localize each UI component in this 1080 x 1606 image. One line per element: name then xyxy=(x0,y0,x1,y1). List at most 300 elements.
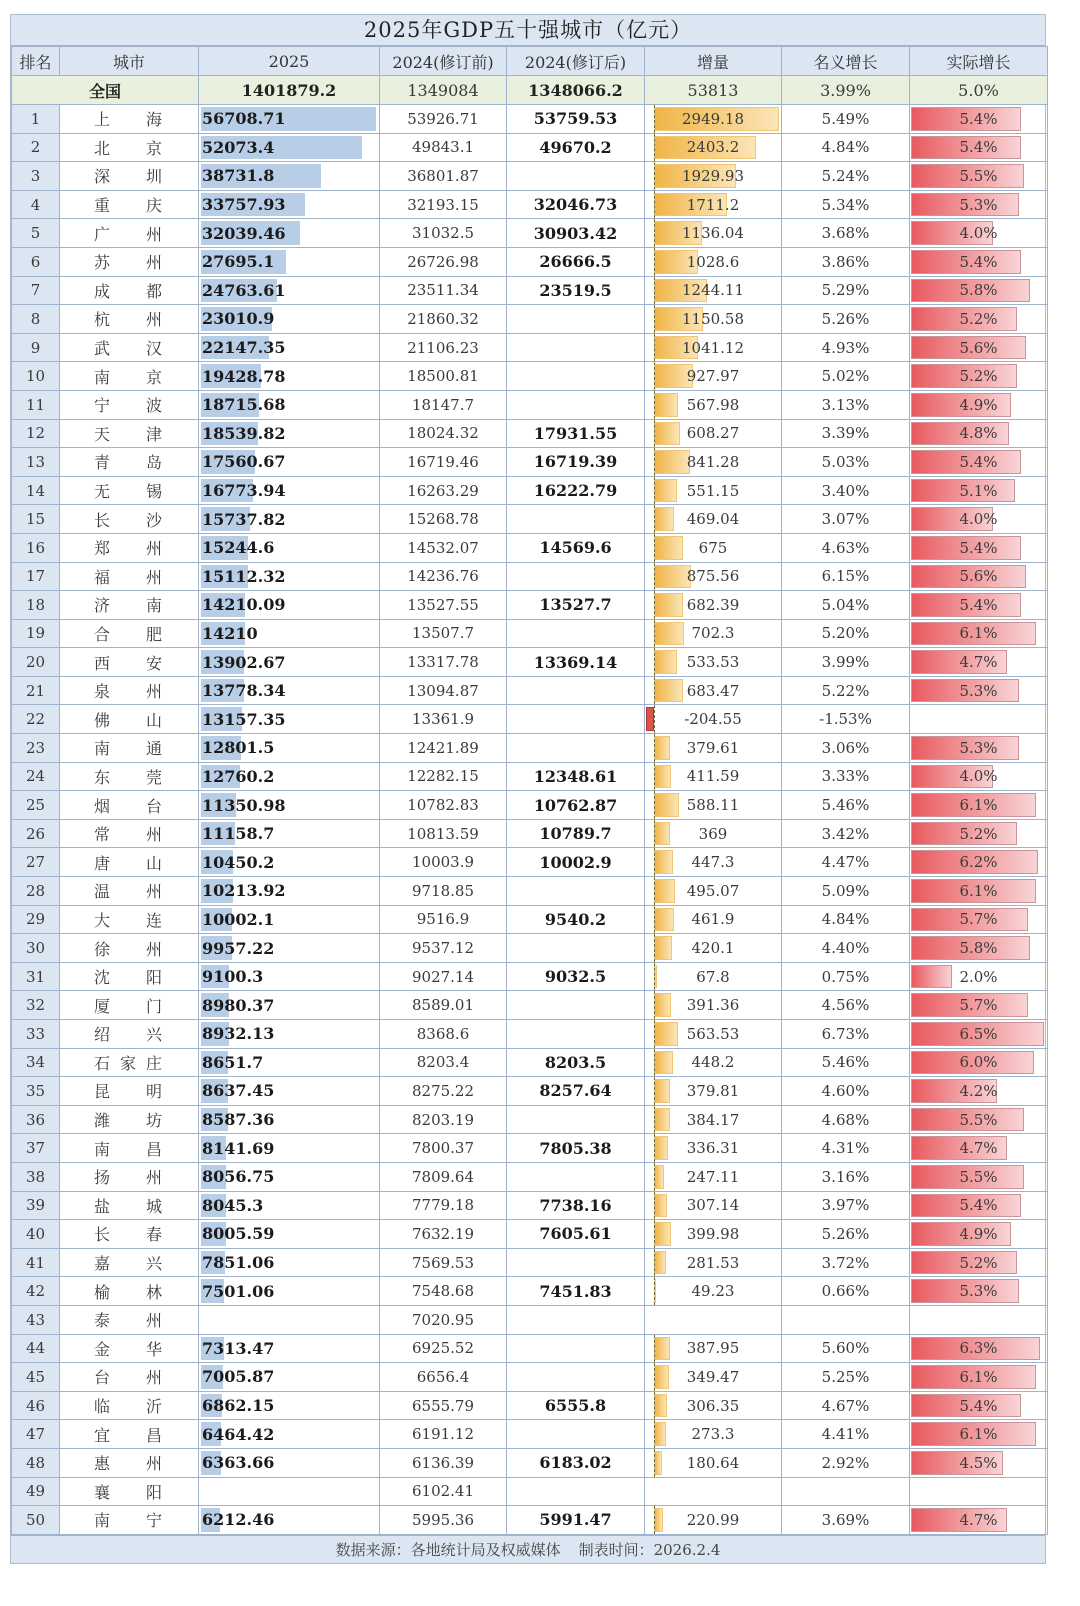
nominal-growth-cell: -1.53% xyxy=(782,705,910,734)
delta-databar xyxy=(654,1451,662,1475)
delta-value: 702.3 xyxy=(691,624,735,643)
real-growth-cell xyxy=(910,133,1048,162)
real-growth-value: 5.8% xyxy=(959,281,998,300)
table-row xyxy=(12,190,1048,219)
nominal-growth-cell: 4.56% xyxy=(782,991,910,1020)
delta-databar xyxy=(646,707,654,731)
table-row xyxy=(12,505,1048,534)
city-char: 泰 xyxy=(94,1311,111,1331)
delta-cell xyxy=(645,448,782,477)
city-cell xyxy=(60,591,199,620)
delta-value: 399.98 xyxy=(686,1224,740,1243)
rank-cell: 31 xyxy=(12,962,60,991)
city-cell xyxy=(60,1191,199,1220)
real-growth-value: 4.7% xyxy=(959,653,998,672)
real-growth-cell xyxy=(910,1134,1048,1163)
real-growth-cell xyxy=(910,247,1048,276)
delta-cell xyxy=(645,1363,782,1392)
nominal-growth-cell: 3.39% xyxy=(782,419,910,448)
gdp2025-value: 33757.93 xyxy=(202,195,286,215)
gdp2024-pre-cell: 6925.52 xyxy=(380,1334,507,1363)
city-cell xyxy=(60,848,199,877)
gdp2025-value: 8045.3 xyxy=(202,1195,264,1215)
real-growth-cell xyxy=(910,962,1048,991)
gdp2025-cell xyxy=(199,791,380,820)
real-growth-cell xyxy=(910,1448,1048,1477)
gdp2024-pre-cell: 26726.98 xyxy=(380,247,507,276)
gdp2024-post-cell xyxy=(507,1334,645,1363)
nominal-growth-cell: 4.67% xyxy=(782,1391,910,1420)
gdp2025-value: 56708.71 xyxy=(202,109,286,129)
gdp2025-cell xyxy=(199,390,380,419)
gdp2024-post-cell: 8257.64 xyxy=(507,1077,645,1106)
nominal-growth-cell: 3.40% xyxy=(782,476,910,505)
city-cell xyxy=(60,1020,199,1049)
delta-databar xyxy=(654,1108,670,1132)
real-growth-cell xyxy=(910,105,1048,134)
gdp2025-cell xyxy=(199,848,380,877)
gdp2024-pre-cell: 36801.87 xyxy=(380,162,507,191)
city-cell xyxy=(60,247,199,276)
table-row xyxy=(12,1020,1048,1049)
delta-cell xyxy=(645,1162,782,1191)
delta-axis xyxy=(654,505,655,533)
col-header-real: 实际增长 xyxy=(910,47,1048,76)
real-growth-cell xyxy=(910,1334,1048,1363)
gdp2025-value: 7313.47 xyxy=(202,1338,275,1358)
city-char: 沈 xyxy=(94,968,111,988)
city-char: 无 xyxy=(94,482,111,502)
city-char: 济 xyxy=(94,596,111,616)
table-row xyxy=(12,648,1048,677)
col-header-2024-pre: 2024(修订前) xyxy=(380,47,507,76)
real-growth-cell xyxy=(910,619,1048,648)
real-growth-value: 6.5% xyxy=(959,1024,998,1043)
gdp2025-cell xyxy=(199,991,380,1020)
gdp2024-pre-cell: 7779.18 xyxy=(380,1191,507,1220)
real-growth-cell xyxy=(910,1391,1048,1420)
nominal-growth-cell: 3.69% xyxy=(782,1506,910,1535)
gdp2024-post-cell xyxy=(507,505,645,534)
city-cell xyxy=(60,619,199,648)
delta-axis xyxy=(654,391,655,419)
delta-value: 675 xyxy=(698,538,728,557)
delta-databar xyxy=(654,850,673,874)
table-row xyxy=(12,791,1048,820)
rank-cell: 39 xyxy=(12,1191,60,1220)
city-cell xyxy=(60,333,199,362)
table-row xyxy=(12,133,1048,162)
delta-axis xyxy=(654,1363,655,1391)
gdp2024-post-cell xyxy=(507,1020,645,1049)
delta-cell xyxy=(645,190,782,219)
city-char: 州 xyxy=(145,539,162,559)
delta-axis xyxy=(654,1506,655,1534)
delta-cell xyxy=(645,591,782,620)
nominal-growth-cell: 5.09% xyxy=(782,877,910,906)
city-char: 门 xyxy=(145,996,162,1016)
real-growth-value: 5.4% xyxy=(959,252,998,271)
real-growth-databar xyxy=(911,965,952,989)
real-growth-cell xyxy=(910,419,1048,448)
gdp2025-cell xyxy=(199,676,380,705)
rank-cell: 4 xyxy=(12,190,60,219)
real-growth-cell xyxy=(910,562,1048,591)
gdp2025-cell xyxy=(199,1191,380,1220)
delta-axis xyxy=(654,1106,655,1134)
delta-value: 67.8 xyxy=(696,967,730,986)
delta-value: 379.61 xyxy=(686,738,740,757)
delta-databar xyxy=(654,1165,664,1189)
gdp2025-value: 8932.13 xyxy=(202,1024,275,1044)
city-cell xyxy=(60,533,199,562)
city-char: 东 xyxy=(94,767,111,787)
nominal-growth-cell: 6.73% xyxy=(782,1020,910,1049)
delta-value: 247.11 xyxy=(686,1167,740,1186)
city-char: 唐 xyxy=(94,853,111,873)
delta-axis xyxy=(654,820,655,848)
city-char: 绍 xyxy=(94,1025,111,1045)
city-char: 常 xyxy=(94,825,111,845)
table-row xyxy=(12,1077,1048,1106)
gdp2025-cell xyxy=(199,247,380,276)
gdp2025-value: 10450.2 xyxy=(202,852,275,872)
footer-source: 数据来源：各地统计局及权威媒体 xyxy=(335,1540,561,1559)
gdp2024-pre-cell: 9516.9 xyxy=(380,905,507,934)
nominal-growth-cell: 5.04% xyxy=(782,591,910,620)
city-char: 城 xyxy=(145,1196,162,1216)
delta-value: 273.3 xyxy=(691,1425,735,1444)
nominal-growth-cell: 5.02% xyxy=(782,362,910,391)
real-growth-value: 5.2% xyxy=(959,824,998,843)
gdp2024-pre-cell: 13094.87 xyxy=(380,676,507,705)
delta-databar xyxy=(654,1136,668,1160)
delta-cell xyxy=(645,1391,782,1420)
gdp2024-pre-cell: 8368.6 xyxy=(380,1020,507,1049)
delta-cell xyxy=(645,734,782,763)
gdp2024-post-cell xyxy=(507,1420,645,1449)
nominal-growth-cell: 4.63% xyxy=(782,533,910,562)
delta-cell xyxy=(645,333,782,362)
city-cell xyxy=(60,219,199,248)
table-title: 2025年GDP五十强城市（亿元） xyxy=(11,15,1045,46)
city-char: 坊 xyxy=(145,1111,162,1131)
delta-cell xyxy=(645,1048,782,1077)
city-char: 厦 xyxy=(94,996,111,1016)
city-char: 州 xyxy=(145,882,162,902)
gdp2024-pre-cell: 6555.79 xyxy=(380,1391,507,1420)
gdp2024-pre-cell: 18147.7 xyxy=(380,390,507,419)
gdp2025-cell xyxy=(199,1048,380,1077)
nominal-growth-cell: 5.24% xyxy=(782,162,910,191)
city-char: 山 xyxy=(145,853,162,873)
rank-cell: 46 xyxy=(12,1391,60,1420)
delta-axis xyxy=(654,791,655,819)
gdp2025-value: 32039.46 xyxy=(202,223,286,243)
gdp2024-pre-cell: 9718.85 xyxy=(380,877,507,906)
real-growth-value: 4.7% xyxy=(959,1510,998,1529)
gdp2024-pre-cell: 32193.15 xyxy=(380,190,507,219)
table-row xyxy=(12,1191,1048,1220)
city-char: 烟 xyxy=(94,796,111,816)
gdp2025-cell xyxy=(199,1448,380,1477)
nominal-growth-cell: 4.41% xyxy=(782,1420,910,1449)
real-growth-cell xyxy=(910,533,1048,562)
delta-value: 420.1 xyxy=(691,939,735,958)
gdp2025-cell xyxy=(199,648,380,677)
city-char: 华 xyxy=(145,1339,162,1359)
rank-cell: 14 xyxy=(12,476,60,505)
delta-value: 180.64 xyxy=(686,1453,740,1472)
gdp2024-pre-cell: 53926.71 xyxy=(380,105,507,134)
rank-cell: 32 xyxy=(12,991,60,1020)
rank-cell: 19 xyxy=(12,619,60,648)
delta-databar xyxy=(654,1051,673,1075)
real-growth-value: 4.9% xyxy=(959,395,998,414)
col-header-nominal: 名义增长 xyxy=(782,47,910,76)
real-growth-value: 4.0% xyxy=(959,767,998,786)
rank-cell: 8 xyxy=(12,305,60,334)
delta-cell xyxy=(645,1448,782,1477)
gdp2025-cell xyxy=(199,1220,380,1249)
gdp2025-value: 15737.82 xyxy=(202,509,286,529)
delta-value: 1244.11 xyxy=(681,281,745,300)
gdp2024-pre-cell: 10813.59 xyxy=(380,819,507,848)
real-growth-cell xyxy=(910,791,1048,820)
rank-cell: 1 xyxy=(12,105,60,134)
nominal-growth-cell: 2.92% xyxy=(782,1448,910,1477)
col-header-rank: 排名 xyxy=(12,47,60,76)
gdp2025-value: 8637.45 xyxy=(202,1081,275,1101)
delta-cell xyxy=(645,819,782,848)
gdp2025-cell xyxy=(199,448,380,477)
national-gdp2024-post: 1348066.2 xyxy=(507,76,645,105)
delta-cell xyxy=(645,1277,782,1306)
city-char: 州 xyxy=(145,1168,162,1188)
city-cell xyxy=(60,1448,199,1477)
real-growth-cell xyxy=(910,819,1048,848)
city-cell xyxy=(60,1277,199,1306)
rank-cell: 13 xyxy=(12,448,60,477)
rank-cell: 28 xyxy=(12,877,60,906)
gdp2024-pre-cell: 7632.19 xyxy=(380,1220,507,1249)
gdp2025-value: 18539.82 xyxy=(202,423,286,443)
delta-cell xyxy=(645,133,782,162)
city-char: 宁 xyxy=(145,1511,162,1531)
table-row xyxy=(12,562,1048,591)
gdp2025-value: 18715.68 xyxy=(202,395,286,415)
delta-axis xyxy=(654,677,655,705)
gdp2024-pre-cell: 31032.5 xyxy=(380,219,507,248)
gdp2025-value: 16773.94 xyxy=(202,481,286,501)
city-cell xyxy=(60,1391,199,1420)
header-row xyxy=(12,47,1048,76)
gdp2025-value: 8141.69 xyxy=(202,1138,275,1158)
city-cell xyxy=(60,991,199,1020)
gdp2025-value: 8587.36 xyxy=(202,1110,275,1130)
delta-value: 379.81 xyxy=(686,1081,740,1100)
national-label: 全国 xyxy=(12,76,199,105)
real-growth-cell xyxy=(910,162,1048,191)
real-growth-value: 4.7% xyxy=(959,1139,998,1158)
gdp2025-cell xyxy=(199,1162,380,1191)
city-cell xyxy=(60,448,199,477)
city-char: 州 xyxy=(145,310,162,330)
delta-databar xyxy=(654,393,678,417)
delta-value: 220.99 xyxy=(686,1510,740,1529)
gdp2025-value: 10002.1 xyxy=(202,909,275,929)
real-growth-value: 5.3% xyxy=(959,195,998,214)
city-char: 州 xyxy=(145,682,162,702)
national-row xyxy=(12,76,1048,105)
nominal-growth-cell: 5.34% xyxy=(782,190,910,219)
rank-cell: 33 xyxy=(12,1020,60,1049)
city-cell xyxy=(60,734,199,763)
table-row xyxy=(12,1363,1048,1392)
gdp2024-pre-cell: 23511.34 xyxy=(380,276,507,305)
table-row xyxy=(12,676,1048,705)
city-char: 襄 xyxy=(94,1482,111,1502)
table-row xyxy=(12,877,1048,906)
delta-axis xyxy=(654,1049,655,1077)
real-growth-value: 5.2% xyxy=(959,367,998,386)
real-growth-cell xyxy=(910,934,1048,963)
delta-cell xyxy=(645,247,782,276)
delta-value: 551.15 xyxy=(686,481,740,500)
real-growth-cell xyxy=(910,877,1048,906)
gdp2024-post-cell: 9540.2 xyxy=(507,905,645,934)
delta-axis xyxy=(654,591,655,619)
gdp2024-pre-cell: 7020.95 xyxy=(380,1305,507,1334)
rank-cell: 43 xyxy=(12,1305,60,1334)
gdp2025-value: 24763.61 xyxy=(202,280,286,300)
gdp2025-cell xyxy=(199,505,380,534)
city-char: 昌 xyxy=(145,1425,162,1445)
city-char: 盐 xyxy=(94,1196,111,1216)
delta-cell xyxy=(645,791,782,820)
gdp2024-post-cell xyxy=(507,1477,645,1506)
city-char: 莞 xyxy=(145,767,162,787)
delta-cell xyxy=(645,1020,782,1049)
gdp2025-cell xyxy=(199,276,380,305)
gdp2025-cell xyxy=(199,705,380,734)
gdp2024-pre-cell: 7809.64 xyxy=(380,1162,507,1191)
delta-cell xyxy=(645,1105,782,1134)
city-cell xyxy=(60,476,199,505)
real-growth-value: 4.0% xyxy=(959,510,998,529)
city-cell xyxy=(60,1105,199,1134)
delta-cell xyxy=(645,219,782,248)
rank-cell: 37 xyxy=(12,1134,60,1163)
gdp2024-post-cell xyxy=(507,1305,645,1334)
gdp2024-post-cell: 7605.61 xyxy=(507,1220,645,1249)
delta-databar xyxy=(654,450,690,474)
table-row xyxy=(12,705,1048,734)
gdp2024-pre-cell: 7800.37 xyxy=(380,1134,507,1163)
gdp2024-pre-cell: 6656.4 xyxy=(380,1363,507,1392)
real-growth-cell xyxy=(910,1506,1048,1535)
gdp2025-cell xyxy=(199,619,380,648)
table-row xyxy=(12,962,1048,991)
delta-axis xyxy=(654,1020,655,1048)
gdp2024-post-cell xyxy=(507,934,645,963)
delta-databar xyxy=(654,679,683,703)
real-growth-cell xyxy=(910,1077,1048,1106)
table-row xyxy=(12,1420,1048,1449)
city-char: 上 xyxy=(94,110,111,130)
delta-databar xyxy=(654,793,679,817)
gdp2025-cell xyxy=(199,905,380,934)
nominal-growth-cell: 5.46% xyxy=(782,1048,910,1077)
gdp2025-cell xyxy=(199,190,380,219)
gdp2025-value: 8651.7 xyxy=(202,1052,264,1072)
rank-cell: 2 xyxy=(12,133,60,162)
rank-cell: 30 xyxy=(12,934,60,963)
real-growth-value: 6.2% xyxy=(959,853,998,872)
real-growth-value: 5.7% xyxy=(959,996,998,1015)
real-growth-value: 4.2% xyxy=(959,1081,998,1100)
delta-databar xyxy=(654,1337,670,1361)
city-cell xyxy=(60,877,199,906)
delta-databar xyxy=(654,765,671,789)
city-cell xyxy=(60,648,199,677)
delta-axis xyxy=(654,963,655,991)
city-char: 兴 xyxy=(145,1254,162,1274)
gdp2025-value: 9100.3 xyxy=(202,967,264,987)
gdp2025-cell xyxy=(199,1477,380,1506)
delta-cell xyxy=(645,362,782,391)
rank-cell: 50 xyxy=(12,1506,60,1535)
gdp2024-pre-cell: 7548.68 xyxy=(380,1277,507,1306)
delta-databar xyxy=(654,1365,669,1389)
table-row xyxy=(12,1048,1048,1077)
city-char: 大 xyxy=(94,910,111,930)
nominal-growth-cell: 3.07% xyxy=(782,505,910,534)
real-growth-cell xyxy=(910,991,1048,1020)
city-cell xyxy=(60,390,199,419)
delta-databar xyxy=(654,1251,666,1275)
delta-axis xyxy=(654,563,655,591)
nominal-growth-cell: 3.42% xyxy=(782,819,910,848)
city-char: 沙 xyxy=(145,510,162,530)
real-growth-value: 6.1% xyxy=(959,1367,998,1386)
delta-axis xyxy=(654,191,655,219)
nominal-growth-cell: 5.22% xyxy=(782,676,910,705)
city-char: 金 xyxy=(94,1339,111,1359)
gdp2025-value: 27695.1 xyxy=(202,252,275,272)
city-char: 南 xyxy=(94,739,111,759)
delta-databar xyxy=(654,1079,670,1103)
gdp2025-value: 11350.98 xyxy=(202,795,286,815)
city-cell xyxy=(60,1363,199,1392)
city-cell xyxy=(60,1248,199,1277)
delta-value: 336.31 xyxy=(686,1139,740,1158)
real-growth-value: 5.4% xyxy=(959,138,998,157)
national-real: 5.0% xyxy=(910,76,1048,105)
city-char: 州 xyxy=(145,1368,162,1388)
table-row xyxy=(12,333,1048,362)
delta-axis xyxy=(654,477,655,505)
table-row xyxy=(12,591,1048,620)
delta-value: 387.95 xyxy=(686,1339,740,1358)
gdp2025-value: 19428.78 xyxy=(202,366,286,386)
gdp2024-post-cell: 14569.6 xyxy=(507,533,645,562)
city-char: 合 xyxy=(94,624,111,644)
delta-axis xyxy=(654,305,655,333)
gdp2025-cell xyxy=(199,1305,380,1334)
delta-cell xyxy=(645,619,782,648)
nominal-growth-cell: 3.97% xyxy=(782,1191,910,1220)
